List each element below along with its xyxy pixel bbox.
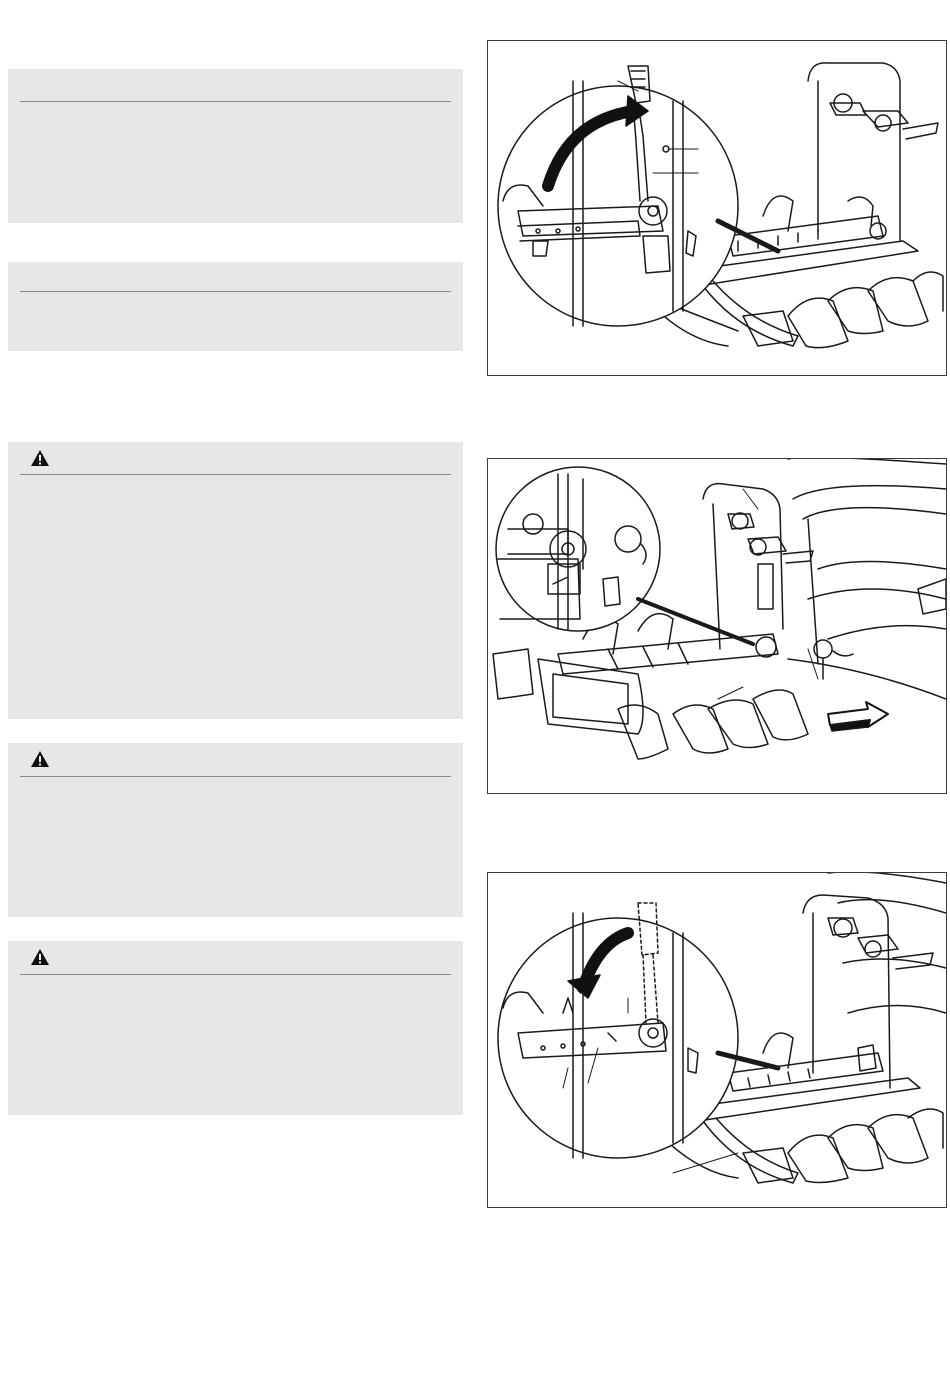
bike-carrier-illustration (488, 459, 946, 793)
figure-3 (487, 872, 947, 1208)
warning-box-2 (8, 743, 463, 917)
divider (20, 101, 451, 102)
warning-triangle-icon (30, 948, 50, 966)
direction-arrow (828, 702, 888, 731)
divider (20, 974, 451, 975)
info-box-2 (8, 262, 463, 351)
info-box-1 (8, 69, 463, 223)
divider (20, 776, 451, 777)
warning-box-3 (8, 941, 463, 1115)
bike-carrier-illustration (488, 41, 946, 375)
detail-magnifier (498, 903, 778, 1158)
figure-2 (487, 458, 947, 794)
bike-carrier-illustration (488, 873, 946, 1207)
detail-magnifier (496, 467, 753, 644)
car-rear (788, 459, 946, 699)
detail-magnifier (498, 66, 778, 326)
divider (20, 474, 451, 475)
warning-triangle-icon (30, 449, 50, 467)
figure-1 (487, 40, 947, 376)
car-rear (828, 873, 946, 1013)
warning-box-1 (8, 442, 463, 719)
warning-triangle-icon (30, 750, 50, 768)
divider (20, 291, 451, 292)
